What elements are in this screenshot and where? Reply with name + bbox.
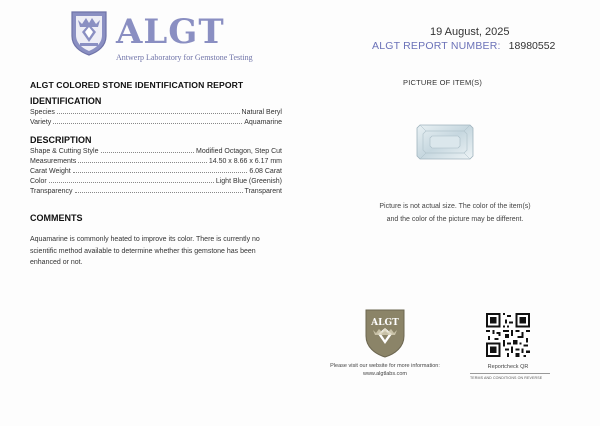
row-value: Transparent [244,188,282,195]
qr-label: Reportcheck QR [487,364,529,370]
row-label: Variety [30,119,52,126]
description-row [30,166,282,175]
website-info [310,362,460,378]
website-url[interactable]: www.algtlabs.com [362,371,408,377]
description-row [30,156,282,165]
row-label: Species [30,109,55,116]
report-title: ALGT COLORED STONE IDENTIFICATION REPORT [30,80,244,90]
row-label: Carat Weight [30,168,71,175]
dotted-leader [49,176,214,183]
description-row [30,146,282,155]
description-heading: DESCRIPTION [30,135,92,145]
dotted-leader [57,107,240,114]
website-line: Please visit our website for more information: [330,363,440,369]
row-label: Measurements [30,158,77,165]
identification-row [30,117,282,126]
dotted-leader [78,156,207,163]
brand-name: ALGT [116,12,225,52]
gemstone-image [416,124,474,160]
comments-heading: COMMENTS [30,213,83,223]
row-value: Natural Beryl [241,109,282,116]
picture-note-line: Picture is not actual size. The color of the item(s) [379,203,531,210]
dotted-leader [101,146,195,153]
picture-note-line: and the color of the picture may be different. [386,216,524,223]
identification-heading: IDENTIFICATION [30,96,102,106]
seal-text: ALGT [371,318,399,328]
picture-title: PICTURE OF ITEM(S) [403,78,483,87]
identification-row [30,107,282,116]
report-number-line [372,40,555,52]
dotted-leader [53,117,242,124]
row-value: 6.08 Carat [249,168,282,175]
terms-text: TERMS AND CONDITIONS ON REVERSE [470,376,543,380]
row-label: Color [30,178,47,185]
comments-text: Aquamarine is commonly heated to improve its color. There is currently no scientific method available to determine whether this gemstone has been enhanced or not. [30,236,260,266]
row-value: Light Blue (Greenish) [215,178,282,185]
row-value: 14.50 x 8.66 x 6.17 mm [208,158,282,165]
row-value: Modified Octagon, Step Cut [196,148,282,155]
brand-subtitle: Antwerp Laboratory for Gemstone Testing [116,53,253,62]
dotted-leader [75,186,243,193]
algt-logo [70,10,310,68]
report-date: 19 August, 2025 [430,26,510,38]
terms-divider [470,373,550,374]
row-label: Transparency [30,188,73,195]
dotted-leader [73,166,248,173]
shield-crest-icon [70,10,108,56]
row-label: Shape & Cutting Style [30,148,99,155]
description-row [30,186,282,195]
description-row [30,176,282,185]
picture-note [355,200,555,226]
report-number-label: ALGT REPORT NUMBER: [372,40,501,52]
report-number: 18980552 [508,40,556,52]
qr-code-icon[interactable] [486,313,530,357]
algt-seal-icon [364,308,406,358]
row-value: Aquamarine [244,119,282,126]
